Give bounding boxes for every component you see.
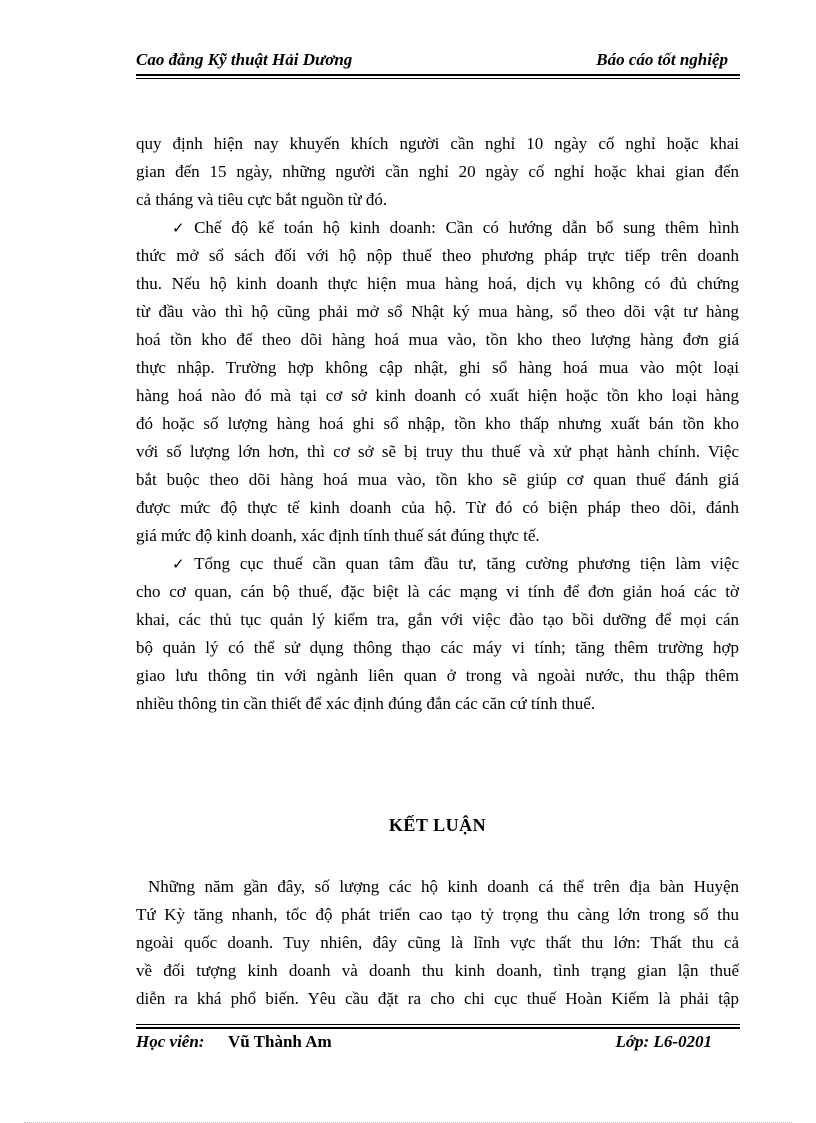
paragraph-3: [136, 550, 739, 718]
text-line: ngoài quốc doanh. Tuy nhiên, đây cũng là lĩnh vực thất thu lớn: Thất thu cả: [136, 933, 739, 952]
paragraph-2: [136, 214, 739, 550]
text-line: quy định hiện nay khuyến khích người cần nghỉ 10 ngày cố nghỉ hoặc khai: [136, 134, 739, 153]
text-line: hàng hoá nào đó mà tại cơ sở kinh doanh có xuất hiện hoặc tồn kho loại hàng: [136, 386, 739, 405]
checkmark-icon: ✓: [172, 555, 191, 573]
conclusion-paragraph: [136, 873, 739, 1013]
text-line: diễn ra khá phổ biến. Yêu cầu đặt ra cho chi cục thuế Hoàn Kiếm là phải tập: [136, 989, 739, 1008]
header-school: Cao đẳng Kỹ thuật Hải Dương: [136, 50, 353, 69]
text-line-content: Tổng cục thuế cần quan tâm đầu tư, tăng cường phương tiện làm việc: [194, 554, 740, 573]
text-line: thu. Nếu hộ kinh doanh thực hiện mua hàng hoá, dịch vụ không có đủ chứng: [136, 274, 739, 293]
text-line-content: Chế độ kế toán hộ kinh doanh: Cần có hướng dẫn bổ sung thêm hình: [194, 218, 739, 237]
page-footer: [136, 1024, 740, 1064]
header-report-type: Báo cáo tốt nghiệp: [596, 50, 728, 69]
page-header: [136, 46, 740, 72]
text-line: Những năm gần đây, số lượng các hộ kinh doanh cá thể trên địa bàn Huyện: [148, 877, 739, 896]
text-line: bắt buộc theo dõi hàng hoá mua vào, tồn kho sẽ giúp cơ quan thuế đánh giá: [136, 470, 739, 489]
text-line: khai, các thủ tục quản lý kiểm tra, gắn với việc đào tạo bồi dưỡng để mọi cán: [136, 610, 739, 629]
text-line: thức mở sổ sách đối với hộ nộp thuế theo phương pháp trực tiếp trên doanh: [136, 246, 739, 265]
text-line: được mức độ thực tế kinh doanh của hộ. Từ đó có biện pháp theo dõi, đánh: [136, 498, 739, 517]
text-line: cho cơ quan, cán bộ thuế, đặc biệt là các mạng vi tính để đơn giản hoá các tờ: [136, 582, 739, 601]
header-rule-thin: [136, 78, 740, 79]
text-line: giá mức độ kinh doanh, xác định tính thuế sát đúng thực tế.: [136, 526, 540, 545]
checkmark-icon: ✓: [172, 219, 191, 237]
text-line: giao lưu thông tin với ngành liên quan ở trong và ngoài nước, thu thập thêm: [136, 666, 739, 685]
text-line: cả tháng và tiêu cực bắt nguồn từ đó.: [136, 190, 388, 209]
paragraph-1: [136, 130, 739, 214]
text-line: với số lượng lớn hơn, thì cơ sở sẽ bị truy thu thuế và xử phạt hành chính. Việc: [136, 442, 739, 461]
text-line: đó hoặc số lượng hàng hoá ghi sổ nhập, tồn kho thấp nhưng xuất bán tồn kho: [136, 414, 739, 433]
footer-student-label: Học viên:: [136, 1032, 205, 1051]
text-line: nhiều thông tin cần thiết để xác định đúng đắn các căn cứ tính thuế.: [136, 694, 596, 713]
text-line: thực nhập. Trường hợp không cập nhật, ghi sổ hàng hoá mua vào một loại: [136, 358, 739, 377]
text-line: từ đầu vào thì hộ cũng phải mở sổ Nhật ký mua hàng, sổ theo dõi vật tư hàng: [136, 302, 739, 321]
footer-student-name: Vũ Thành Am: [228, 1032, 332, 1051]
text-line: về đối tượng kinh doanh và doanh thu kinh doanh, tình trạng gian lận thuế: [136, 961, 739, 980]
text-line: hoá tồn kho để theo dõi hàng hoá mua vào, tồn kho theo lượng hàng đơn giá: [136, 330, 739, 349]
header-rule-thick: [136, 74, 740, 76]
footer-rule-thick: [136, 1027, 740, 1029]
text-line: bộ quản lý có thể sử dụng thông thạo các máy vi tính; tăng thêm trường hợp: [136, 638, 739, 657]
text-line: gian đến 15 ngày, những người cần nghỉ 20 ngày cố nghỉ hoặc khai gian đến: [136, 162, 739, 181]
text-line: [136, 550, 739, 578]
footer-rule-thin: [136, 1024, 740, 1025]
section-heading-conclusion: KẾT LUẬN: [388, 815, 487, 835]
footer-class: Lớp: L6-0201: [615, 1032, 712, 1051]
text-line: Tứ Kỳ tăng nhanh, tốc độ phát triển cao tạo tỷ trọng thu càng lớn trong số thu: [136, 905, 739, 924]
text-line: [136, 214, 739, 242]
